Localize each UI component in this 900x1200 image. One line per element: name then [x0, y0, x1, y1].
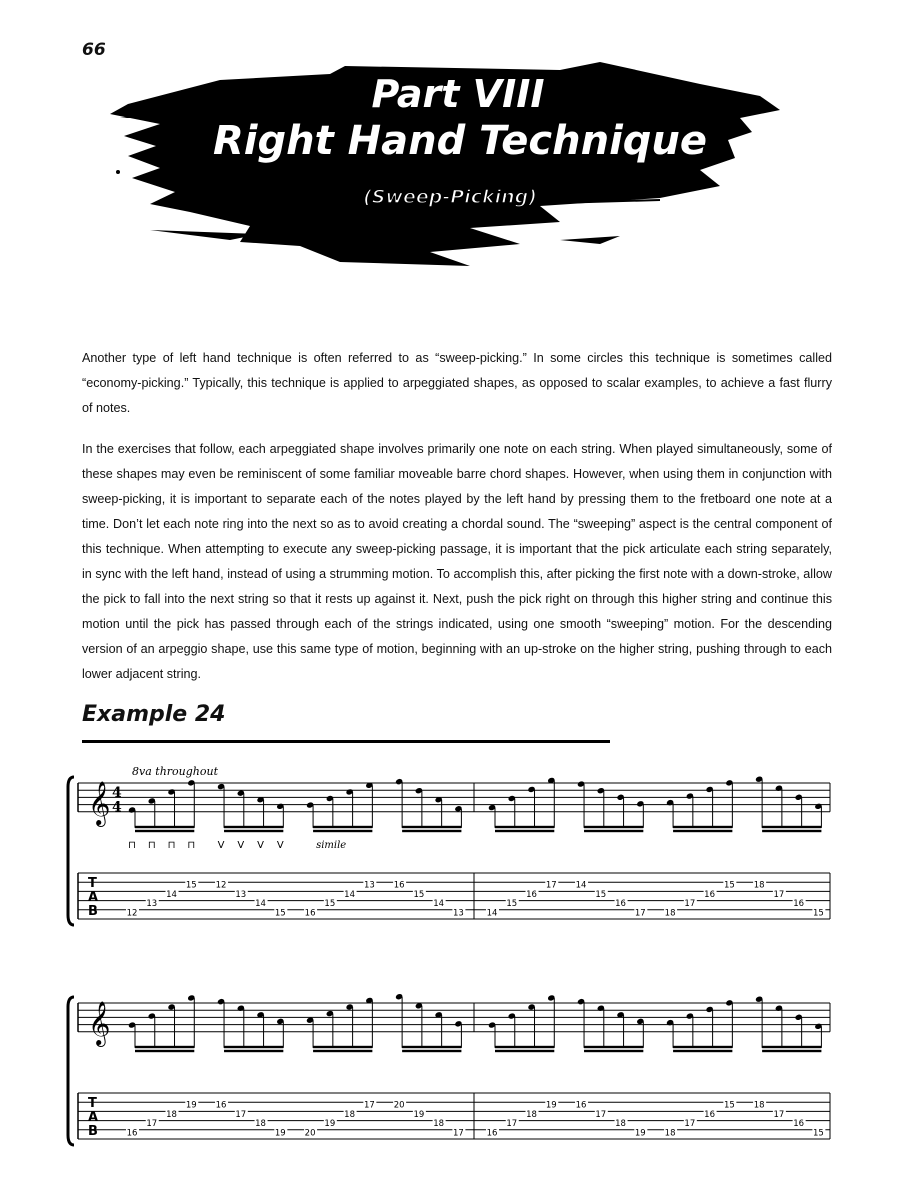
note-beam — [224, 826, 283, 828]
page-title-line2: Right Hand Technique — [212, 118, 708, 164]
time-signature-bottom: 4 — [112, 799, 122, 816]
tab-fret-number: 16 — [793, 1119, 805, 1130]
pick-stroke: ⊓ — [167, 839, 176, 851]
brush-streak — [560, 236, 620, 244]
note-beam — [402, 1046, 461, 1048]
treble-clef: 𝄞 — [88, 780, 111, 825]
tab-fret-number: 14 — [433, 899, 445, 910]
tab-fret-number: 19 — [545, 1100, 557, 1111]
tab-fret-number: 17 — [363, 1100, 375, 1111]
tab-fret-number: 15 — [595, 889, 607, 900]
music-notation — [0, 755, 900, 1195]
tab-clef-letter: A — [88, 890, 99, 905]
note-beam — [495, 1046, 554, 1048]
treble-clef: 𝄞 — [88, 1000, 111, 1045]
tab-clef-letter: A — [88, 1110, 99, 1125]
tab-fret-number: 20 — [393, 1100, 405, 1111]
tab-fret-number: 17 — [146, 1119, 158, 1130]
tab-fret-number: 16 — [575, 1100, 587, 1111]
tab-fret-number: 16 — [215, 1100, 227, 1111]
ink-dot — [116, 170, 120, 174]
tab-fret-number: 14 — [575, 880, 587, 891]
technique-paragraph: In the exercises that follow, each arpeggiated shape involves primarily one note on each string. When played simultaneously, some of these shapes may even be reminiscent of some familiar moveable barre chord shapes. However, when using them in conjunction with sweep-picking, it is important to separate each of the notes played by the left hand by pressing them to the fretboard one note at a time. Don’t let each note ring into the next so as to avoid creating a chordal sound. The “sweeping” aspect is the central component of this technique. When attempting to execute any sweep-picking passage, it is important that the pick articulate each string separately, in sync with the left hand, instead of using a strumming motion. To accomplish this, after picking the first note with a down-stroke, allow the pick to fall into the next string so that it rests up against it. Next, push the pick right on through this higher string and continue this motion until the pick has passed through each of the strings indicated, using one smooth “sweeping” motion. For the descending version of an arpeggio shape, use this same type of motion, beginning with an up-stroke on the higher string, pushing through to each lower adjacent string. — [82, 442, 832, 681]
tab-fret-number: 15 — [185, 880, 197, 891]
note-beam — [135, 826, 194, 828]
tab-fret-number: 16 — [393, 880, 405, 891]
tab-fret-number: 15 — [274, 908, 286, 919]
note-beam — [135, 830, 194, 832]
note-beam — [402, 1050, 461, 1052]
example-title-rule — [82, 740, 610, 743]
tab-fret-number: 15 — [324, 899, 336, 910]
tab-fret-number: 17 — [545, 880, 557, 891]
note-beam — [224, 1046, 283, 1048]
simile-marking: simile — [316, 839, 347, 851]
note-beam — [495, 1050, 554, 1052]
tab-fret-number: 19 — [634, 1128, 646, 1139]
tab-fret-number: 17 — [684, 899, 696, 910]
tab-fret-number: 14 — [486, 908, 498, 919]
tab-fret-number: 17 — [684, 1119, 696, 1130]
tab-fret-number: 12 — [215, 880, 227, 891]
tab-fret-number: 16 — [793, 899, 805, 910]
note-beam — [495, 826, 554, 828]
note-beam — [135, 1050, 194, 1052]
system-bracket — [68, 777, 74, 925]
tab-fret-number: 18 — [753, 1100, 765, 1111]
tab-fret-number: 19 — [324, 1119, 336, 1130]
pick-stroke: ⊓ — [147, 839, 156, 851]
tab-fret-number: 18 — [664, 1128, 676, 1139]
note-beam — [584, 826, 643, 828]
note-beam — [673, 1050, 732, 1052]
tab-fret-number: 19 — [185, 1100, 197, 1111]
tab-fret-number: 15 — [506, 899, 518, 910]
tab-fret-number: 15 — [723, 1100, 735, 1111]
tab-fret-number: 19 — [274, 1128, 286, 1139]
tab-fret-number: 14 — [166, 889, 177, 900]
tab-fret-number: 15 — [812, 1128, 824, 1139]
tab-fret-number: 13 — [235, 889, 247, 900]
tab-fret-number: 17 — [773, 889, 785, 900]
pick-stroke: V — [237, 839, 245, 851]
tab-fret-number: 16 — [704, 1109, 716, 1120]
tab-fret-number: 18 — [344, 1109, 356, 1120]
page-number: 66 — [82, 40, 106, 60]
tab-fret-number: 17 — [634, 908, 646, 919]
tab-fret-number: 17 — [506, 1119, 518, 1130]
tab-fret-number: 17 — [452, 1128, 464, 1139]
tab-fret-number: 19 — [413, 1109, 425, 1120]
pick-stroke: V — [257, 839, 264, 851]
tab-fret-number: 16 — [486, 1128, 498, 1139]
note-beam — [313, 830, 372, 832]
tab-clef-letter: B — [88, 904, 98, 919]
tab-fret-number: 16 — [615, 899, 626, 910]
note-beam — [673, 826, 732, 828]
tab-fret-number: 15 — [413, 889, 425, 900]
page-title-line1: Part VIII — [371, 72, 545, 116]
tab-clef-letter: T — [88, 876, 97, 891]
tab-fret-number: 13 — [146, 899, 158, 910]
system-bracket — [68, 997, 74, 1145]
note-beam — [224, 830, 283, 832]
tab-fret-number: 16 — [526, 889, 537, 900]
tab-clef-letter: B — [88, 1124, 98, 1139]
tab-fret-number: 15 — [723, 880, 735, 891]
note-beam — [313, 1050, 372, 1052]
note-beam — [584, 830, 643, 832]
tab-fret-number: 17 — [235, 1109, 247, 1120]
note-beam — [224, 1050, 283, 1052]
note-beam — [584, 1050, 643, 1052]
note-beam — [402, 826, 461, 828]
tab-fret-number: 13 — [452, 908, 464, 919]
tab-fret-number: 16 — [304, 908, 316, 919]
tab-clef-letter: T — [88, 1096, 97, 1111]
tab-fret-number: 18 — [166, 1109, 177, 1120]
note-beam — [673, 830, 732, 832]
pick-stroke: V — [276, 839, 284, 851]
tab-fret-number: 15 — [812, 908, 824, 919]
tab-fret-number: 16 — [126, 1128, 138, 1139]
tab-fret-number: 13 — [363, 880, 375, 891]
tab-fret-number: 18 — [255, 1119, 266, 1130]
tab-fret-number: 18 — [753, 880, 765, 891]
pick-stroke: ⊓ — [187, 839, 196, 851]
tab-fret-number: 18 — [433, 1119, 445, 1130]
note-beam — [584, 1046, 643, 1048]
tab-fret-number: 14 — [255, 899, 266, 910]
note-beam — [762, 1050, 821, 1052]
note-beam — [762, 830, 821, 832]
tab-fret-number: 16 — [704, 889, 716, 900]
intro-paragraph: Another type of left hand technique is often referred to as “sweep-picking.” In some circles this technique is sometimes called “economy-picking.” Typically, this technique is applied to arpeggiated shapes, as opposed to scalar examples, to achieve a fast flurry of notes. — [82, 351, 832, 415]
tab-fret-number: 17 — [773, 1109, 785, 1120]
pick-stroke: V — [217, 839, 225, 851]
pick-stroke: ⊓ — [128, 839, 136, 851]
tab-fret-number: 12 — [126, 908, 138, 919]
note-beam — [313, 826, 372, 828]
tab-fret-number: 18 — [526, 1109, 537, 1120]
note-beam — [762, 826, 821, 828]
note-beam — [313, 1046, 372, 1048]
note-beam — [135, 1046, 194, 1048]
tab-fret-number: 14 — [344, 889, 356, 900]
octave-marking: 8va throughout — [132, 765, 218, 778]
page-subtitle: (Sweep-Picking) — [363, 186, 537, 208]
example-title: Example 24 — [82, 702, 226, 727]
note-beam — [402, 830, 461, 832]
note-beam — [762, 1046, 821, 1048]
note-beam — [495, 830, 554, 832]
tab-fret-number: 18 — [664, 908, 676, 919]
tab-fret-number: 18 — [615, 1119, 626, 1130]
tab-fret-number: 20 — [304, 1128, 316, 1139]
tab-fret-number: 17 — [595, 1109, 607, 1120]
time-signature-top: 4 — [112, 785, 122, 801]
note-beam — [673, 1046, 732, 1048]
